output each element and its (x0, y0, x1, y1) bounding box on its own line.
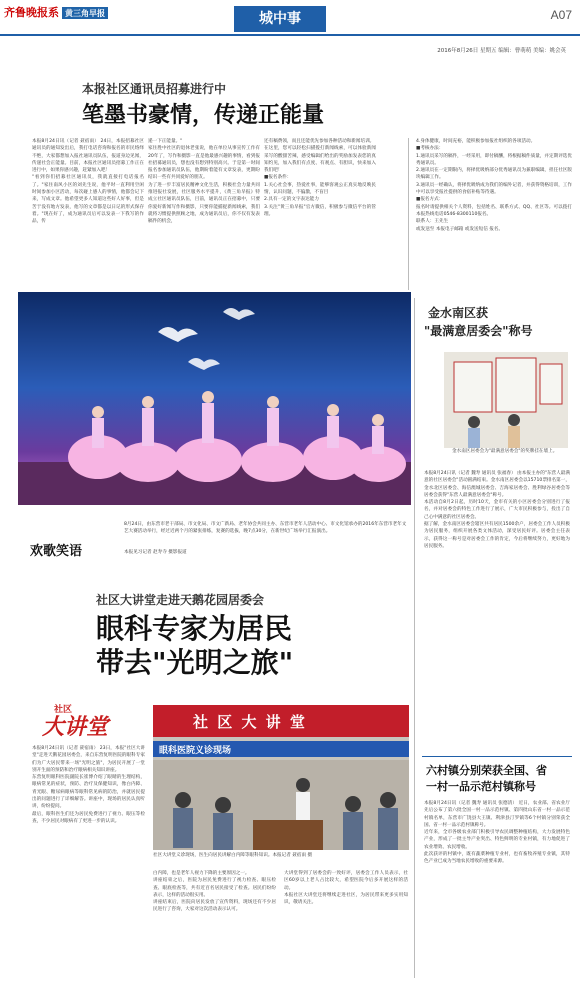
story2-kicker: 社区大讲堂走进天鹅花园居委会 (96, 593, 265, 607)
photo-caption: 8月24日，由东营市老干部局、市文化局、市文广新局、老年协会共同主办、东营市老年人活动中心、市文化馆承办的2016年东营市老年文艺大赛活动举行，经过近两个月的紧张排练，复赛的选拔，晚7点30分，在新世纪广场举行汇报演出。 (124, 522, 407, 534)
logo-big-text: 大讲堂 (42, 715, 109, 740)
newspaper-logo (4, 4, 108, 20)
story1-headline: 笔墨书豪情，传递正能量 (82, 103, 325, 128)
story4-rule (422, 756, 572, 757)
story2-column-3: 白内障，也是老年人视力下降的主要原因之一。 讲座结束之后，医院为居民免费进行了视力检查、眼压检查、眼底检查等，共有近百名居民接受了检查。居民们纷纷表示，这样的活动很实用。 讲座结束后，医院向居民发放了宣传资料，现场还有不少居民进行了咨询，大家对这次活动表示认可。 (153, 871, 276, 913)
column-divider (408, 138, 409, 290)
performance-photo (18, 292, 411, 505)
story1-column-2: 递一下正能量。" 家住胜中社区的退休老张说，他在单位从事宣传工作有20年了，写作和摄影一直是他最感兴趣的事情，看到报社招募通讯员，想也没有想到特别高兴。于是第一时间报名参加通讯员队伍，他期盼着能有文章发表，更期盼结识一些有共同爱好的朋友。 为了进一步丰富居民精神文化生活，积极社会力量共同推进报社发展，社区服务水平提升，《黄三角早报》特成立社区通讯员队伍，目前，通讯员正在招募中，只要你爱好新闻写作和摄影，只要你能捕捉新闻线索，我们就将习惯提供照顾之地，成为通讯员后，你不仅有发表稿件的机会， (148, 139, 260, 225)
banner-text: 社 区 大 讲 堂 (193, 713, 307, 731)
photo-credit: 本报见习记者 赵寿寺 摄影报道 (124, 550, 187, 555)
story1-column-1: 本报8月24日讯（记者 聂宿雨） 24日，本报招募社区通讯员的通知发出后，我打电话咨询和报名的市民络绎不绝，大家都想加入报社通讯员队伍，报道身边见闻，传递社会正能量。目前，本报社区通讯员招募工作正在进行中，如果你感兴趣，赶紧加入吧！ "看到你们招募社区通讯员，我就直接打电话报名了。"家住南风小区的刘先生说，他平时一直利用空闲时间参加小区活动，每次碰上感人的事情，他都会记下来，写成文章。他希望更多人知道这些好人好事，但是苦于没有地方发表，他写的文章都是以日记的形式保存着。"现在好了，成为通讯员后可以发表一下我写的作品，传 (32, 139, 144, 225)
lecture-photo-caption: 社区大讲堂义诊现场，医生向居民讲解白内障等眼科知识。本报记者 聂宿雨 摄 (153, 853, 313, 858)
header-rule (0, 34, 580, 36)
story4-body: 本报8月24日讯（记者 魏寿 通讯员 张德清） 近日，农业部、省农业厅先后公布了第六批全国一村一品示范村镇、第四批山东省一村一品示范村镇名单，东营市广饶县大王镇、利津县汀罗镇等6个村镇分别荣获全国、省一村一品示范村镇称号。 近年来，全市各级农业部门积极引导农民调整种植结构，大力发展特色产业，形成了一批主导产业突出、特色鲜明的专业村镇，有力地促进了农业增效、农民增收。 此次获评的村镇中，既有蔬菜种植专业村，也有畜牧养殖专业镇，其特色产业已成为当地农民增收的重要来源。 (424, 801, 570, 865)
performance-scene (18, 292, 411, 505)
lecture-photo (153, 705, 409, 850)
sub-tag: 黄三角早报 (62, 7, 108, 19)
date-editor-line: 2016年8月26日 星期五 编辑：曹萌萌 美编：姚会英 (437, 48, 566, 54)
logo-text: 齐鲁晚报 (4, 6, 48, 19)
story2-column-4: 大讲堂得到了居委会的一致好评，居委会工作人员表示，社区60岁以上老人占比较大，希望医院今后多开展这样的活动。 本报社区大讲堂还将继续走进社区，为居民带来更多实用知识，敬请关注。 (284, 871, 408, 906)
story4-headline-line1: 六村镇分别荣获全国、省 (426, 764, 547, 777)
story2-headline-line1: 眼科专家为居民 (96, 612, 293, 645)
logo-small-text: 社区 (54, 705, 73, 715)
story4-headline-line2: 一村一品示范村镇称号 (426, 780, 536, 793)
section-title: 城中事 (234, 6, 326, 32)
community-lecture-logo (36, 702, 136, 738)
award-scene (444, 352, 568, 448)
story3-kicker: 金水南区获 (428, 306, 489, 320)
award-photo-caption: 金水南区居委会为"最满意居委会"的奖牌挂在墙上。 (452, 449, 558, 454)
story1-column-4: 4.身体健康，时间充裕，能积极参加报社组织的各项活动。 ■考核办法： 1.通讯员采写的稿件，一经采用，即付稿酬，将根据稿件质量，并定期评选优秀通讯员。 2.通讯员在一定期限内，将择优吸纳部分优秀通讯员为兼职编辑，担任社区版块编辑工作。 3.通讯员一经确认，将择优吸纳成为我们的编外记者，并获得资格培训，工作中可以享受报社提供的食宿补贴等待遇。 ■报名方式： 报名时请提供相关个人资料，包括姓名、联系方式、QQ、社区等。可以拨打本报热线电话0546-8300110报名。 联系人：王先生 或发送至 本报电子邮箱 或发送短信 报名。 (416, 139, 572, 232)
photo-title: 欢歌笑语 (30, 544, 83, 559)
story2-column-1: 本报8月24日讯（记者 聂宿雨） 23日，本报"社区大讲堂"走进天鹅花园居委会，来自东营复明医院的眼科专家们为广大居民带来一场"光明之旅"，为居民开展了一堂别开生面的预防和治疗眼病相关知识讲座。 东营复明眼科医院副院长崔博介绍了眼睛的生理结构，眼病常见的症状，预防、治疗及保健知识，像白内障、青光眼、糖尿病眼病等眼科常见病的防治，并就居民提出的问题进行了详细解答。讲座中，现场的居民认真听讲，纷纷提问。 最后，眼科医生们还为居民免费进行了视力、眼压等检查，不少居民对眼病有了更进一步的认识。 (32, 746, 145, 824)
banner-sub-text: 眼科医院义诊现场 (159, 746, 232, 756)
story2-headline-line2: 带去"光明之旅" (96, 646, 294, 679)
story3-headline: "最满意居委会"称号 (424, 324, 533, 338)
logo-suffix: 系 (48, 6, 59, 19)
story3-body: 本报8月24日讯（记者 魏寿 通讯员 张福春） 由本报主办的"东营人最满意的社区居委会"活动圆满结束。金水南区居委会以15710票排名第一，金水北区居委会、海信澳城居委会、吉海家居委会、胜利绿谷居委会等居委会获得"东营人最满意居委会"称号。 本活动自8月2日起，历时10天，金市有关的小区居委会分别进行了报名，并对居委会的特色工作进行了展示，广大市民积极参与，投出了自己心中满意的社区居委会。 据了解，金水南区居委会辖区共有居民1500余户，居委会工作人员积极为居民服务，组织开展各类文体活动，深受居民好评。居委会主任表示，获得这一称号是对居委会工作的肯定，今后将继续努力，更好地为居民服务。 (424, 471, 570, 549)
story1-column-3: 还有稿费领，而且还能优先参加各种活动和新闻培训。 在这里，您可以轻松扫描拨打新闻线索，可以体验新闻采写的酸甜苦辣，感受编辑们给出的奖励加发表您的真知灼见，加入我们有点度、有观点、有胆识，快来加入我们吧！ ■报名条件： 1.关心社会事，热爱社事，能够客观公正真实地反映民情，认识问题，不偏激，不盲目 2.具有一定的文字表达能力 3.关注"黄三角早报"官方微信，积极参与微信平台的管理。 (264, 139, 376, 217)
audience-scene (153, 760, 409, 850)
award-photo (444, 352, 568, 448)
page-number: A07 (550, 8, 572, 22)
right-column-divider (414, 298, 415, 978)
story1-kicker: 本报社区通讯员招募进行中 (82, 82, 227, 96)
